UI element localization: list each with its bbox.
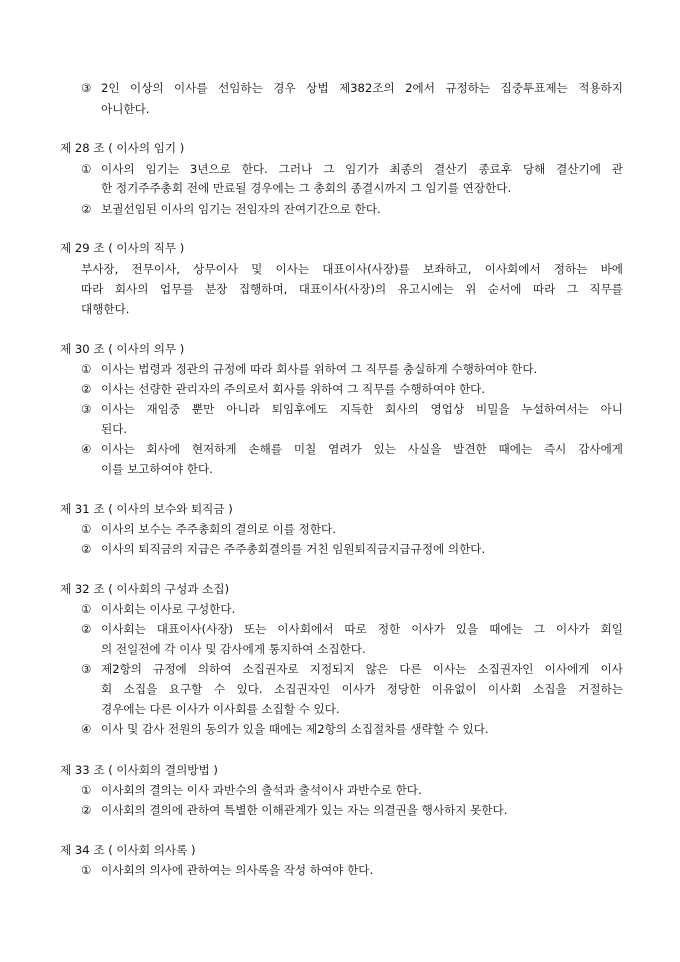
item-text-line: 이사는 선량한 관리자의 주의로서 회사를 위하여 그 직무를 수행하여야 한다. (101, 382, 486, 396)
item-text-line: 이사회는 대표이사(사장) 또는 이사회에서 따로 정한 이사가 있을 때에는 그 이사가 회일 (101, 622, 623, 636)
item-marker: ③ (81, 662, 92, 676)
article-heading: 제 30 조 ( 이사의 의무 ) (60, 342, 185, 356)
item-text-line: 이사는 회사에 현저하게 손해를 미칠 염려가 있는 사실을 발견한 때에는 즉시 감사에게 (101, 442, 623, 456)
item-marker: ② (81, 542, 92, 556)
item-text-line: 제2항의 규정에 의하여 소집권자로 지정되지 않은 다른 이사는 소집권자인 이사에게 이사 (101, 662, 623, 676)
article-heading: 제 29 조 ( 이사의 직무 ) (60, 241, 185, 255)
item-marker: ② (81, 382, 92, 396)
item-text-line: 아니한다. (101, 102, 150, 116)
item-text-line: 이사는 법령과 정관의 규정에 따라 회사를 위하여 그 직무를 충실하게 수행하여야 한다. (101, 362, 538, 376)
item-text-line: 경우에는 다른 이사가 이사회를 소집할 수 있다. (101, 702, 340, 716)
item-marker: ③ (81, 81, 92, 95)
item-text-line: 2인 이상의 이사를 선임하는 경우 상법 제382조의 2에서 규정하는 집중투표제는 적용하지 (101, 81, 623, 95)
item-text-line: 이를 보고하여야 한다. (101, 462, 213, 476)
item-text-line: 이사는 재임중 뿐만 아니라 퇴임후에도 지득한 회사의 영업상 비밀을 누설하여서는 아니 (101, 402, 623, 416)
paragraph-line: 대행한다. (81, 302, 130, 316)
item-text-line: 보궐선임된 이사의 임기는 전임자의 잔여기간으로 한다. (101, 202, 381, 216)
item-text-line: 이사회의 결의에 관하여 특별한 이해관계가 있는 자는 의결권을 행사하지 못한다. (101, 803, 508, 817)
article-heading: 제 31 조 ( 이사의 보수와 퇴직금 ) (60, 502, 233, 516)
item-text-line: 이사회는 이사로 구성한다. (101, 602, 236, 616)
item-marker: ① (81, 522, 92, 536)
paragraph-line: 부사장, 전무이사, 상무이사 및 이사는 대표이사(사장)를 보좌하고, 이사회에서 정하는 바에 (81, 262, 623, 276)
item-text-line: 이사회의 결의는 이사 과반수의 출석과 출석이사 과반수로 한다. (101, 783, 422, 797)
item-marker: ④ (81, 722, 92, 736)
item-text-line: 이사의 임기는 3년으로 한다. 그러나 그 임기가 최종의 결산기 종료후 당해 결산기에 관 (101, 162, 623, 176)
item-text-line: 이사 및 감사 전원의 동의가 있을 때에는 제2항의 소집절차를 생략할 수 있다. (101, 722, 489, 736)
article-heading: 제 33 조 ( 이사회의 결의방법 ) (60, 763, 218, 777)
item-text-line: 이사의 보수는 주주총회의 결의로 이를 정한다. (101, 522, 336, 536)
item-marker: ③ (81, 402, 92, 416)
item-marker: ① (81, 162, 92, 176)
item-marker: ④ (81, 442, 92, 456)
article-heading: 제 34 조 ( 이사회 의사록 ) (60, 843, 196, 857)
item-text-line: 이사의 퇴직금의 지급은 주주총회결의를 거친 임원퇴직금지급규정에 의한다. (101, 542, 486, 556)
item-text-line: 한 정기주주총회 전에 만료될 경우에는 그 총회의 종결시까지 그 임기를 연장한다. (101, 181, 512, 195)
item-marker: ② (81, 622, 92, 636)
item-text-line: 회 소집을 요구할 수 있다. 소집권자인 이사가 정당한 이유없이 이사회 소집을 거절하는 (101, 682, 623, 696)
article-heading: 제 28 조 ( 이사의 임기 ) (60, 141, 185, 155)
item-marker: ② (81, 202, 92, 216)
paragraph-line: 따라 회사의 업무를 분장 집행하며, 대표이사(사장)의 유고시에는 위 순서에 따라 그 직무를 (81, 282, 623, 296)
item-marker: ① (81, 602, 92, 616)
item-text-line: 이사회의 의사에 관하여는 의사록을 작성 하여야 한다. (101, 863, 374, 877)
item-marker: ① (81, 783, 92, 797)
item-marker: ① (81, 863, 92, 877)
item-marker: ② (81, 803, 92, 817)
item-text-line: 된다. (101, 422, 128, 436)
article-heading: 제 32 조 ( 이사회의 구성과 소집) (60, 582, 230, 596)
item-marker: ① (81, 362, 92, 376)
item-text-line: 의 전일전에 각 이사 및 감사에게 통지하여 소집한다. (101, 642, 366, 656)
